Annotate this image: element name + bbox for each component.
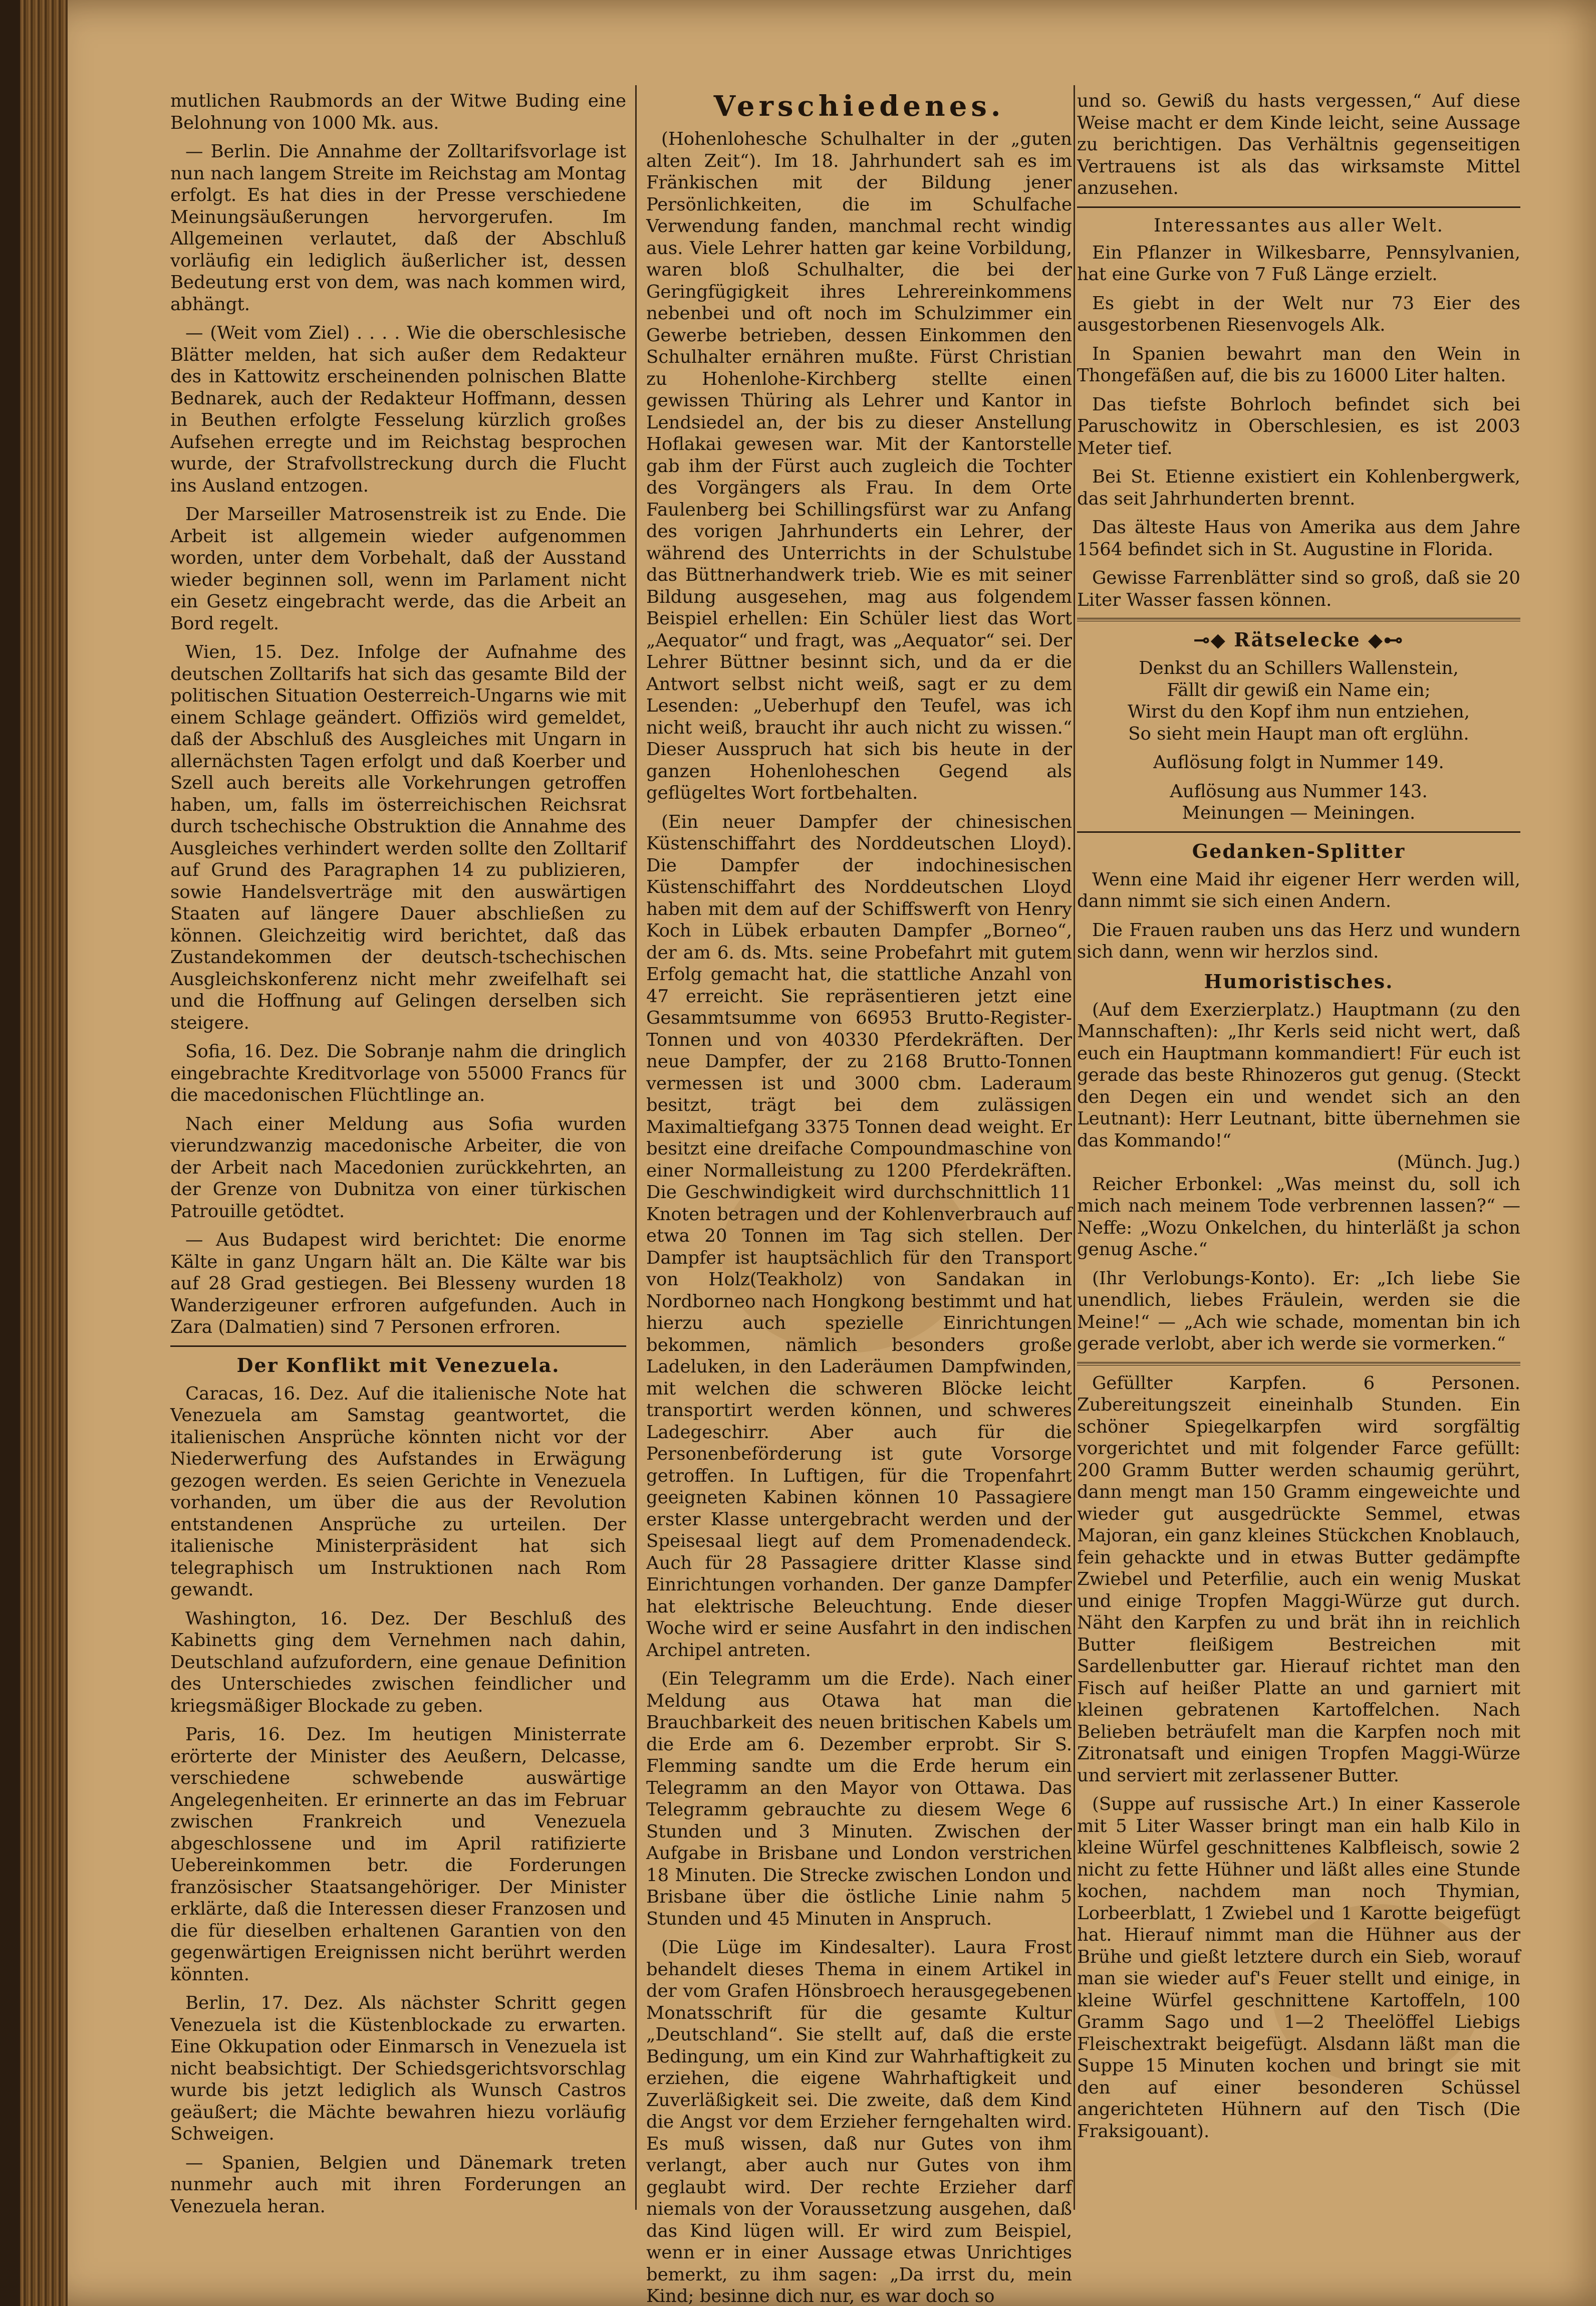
- aphorism: Wenn eine Maid ihr eigener Herr werden will, dann nimmt sie sich einen Andern.: [1077, 869, 1520, 911]
- column-rule: [1074, 85, 1075, 2210]
- article-paragraph: Paris, 16. Dez. Im heutigen Ministerrate erörterte der Minister des Aeußern, Delcasse, verschiedene schwebende auswärtige Angelegenheiten. Er erinnerte an das im Februar zwischen Frankreich und Venezuela abgeschlossene und im April ratifizierte Uebereinkommen betr. die Forderungen französischer Staatsangehöriger. Der Minister erklärte, daß die Interessen dieser Franzosen und die für dieselben erhaltenen Garantien von den gegenwärtigen Ereignissen nicht berührt werden könnten.: [170, 1724, 626, 1985]
- article-paragraph: — Aus Budapest wird berichtet: Die enorme Kälte in ganz Ungarn hält an. Die Kälte war bis auf 28 Grad gestiegen. Bei Blesseny wurden 18 Wanderzigeuner erfroren aufgefunden. Auch in Zara (Dalmatien) sind 7 Personen erfroren.: [170, 1230, 626, 1337]
- article-paragraph: (Hohenlohesche Schulhalter in der „guten alten Zeit“). Im 18. Jahrhundert sah es im Fränkischen mit der Bildung jener Persönlichkeiten, die im Schulfache Verwendung fanden, manchmal recht windig aus. Viele Lehrer hatten gar keine Vorbildung, waren bloß Schulhalter, die bei der Geringfügigkeit ihres Lehrereinkommens nebenbei und oft noch im Schulzimmer ein Gewerbe betrieben, dessen Einkommen den Schulhalter ernähren mußte. Fürst Christian zu Hohenlohe-Kirchberg stellte einen gewissen Thüring als Lehrer und Kantor in Lendsiedel an, der bis zu dieser Anstellung Hoflakai gewesen war. Mit der Kantorstelle gab ihm der Fürst auch zugleich die Tochter des Vorgängers als Frau. In dem Orte Faulenberg bei Schillingsfürst war zu Anfang des vorigen Jahrhunderts ein Lehrer, der während des Unterrichts in der Schulstube das Büttnerhandwerk trieb. Wie es mit seiner Bildung ausgesehen, mag aus folgendem Beispiel erhellen: Ein Schüler liest das Wort „Aequator“ und fragt, was „Aequator“ sei. Der Lehrer Büttner besinnt sich, und da er die Antwort selbst nicht weiß, sagt er zu dem Lesenden: „Ueberhupf den Teufel, was ich nicht weiß, braucht ihr auch nicht zu wissen.“ Dieser Ausspruch hat sich bis heute in der ganzen Hohenloheschen Gegend als geflügeltes Wort fortbehalten.: [646, 129, 1072, 803]
- fact-item: Das älteste Haus von Amerika aus dem Jahre 1564 befindet sich in St. Augustine in Florida.: [1077, 517, 1520, 560]
- article-paragraph: (Ein neuer Dampfer der chinesischen Küstenschiffahrt des Norddeutschen Lloyd). Die Dampfer der indochinesischen Küstenschiffahrt des Norddeutschen Lloyd haben mit dem auf der Schiffswerft von Henry Koch in Lübek erbauten Dampfer „Borneo“, der am 6. ds. Mts. seine Probefahrt mit gutem Erfolg gemacht hat, die stattliche Anzahl von 47 erreicht. Sie repräsentieren jetzt eine Gesammtsumme von 66953 Brutto-Register-Tonnen und von 40330 Pferdekräften. Der neue Dampfer, der zu 2168 Brutto-Tonnen vermessen ist und 3000 cbm. Laderaum besitzt, trägt bei dem zulässigen Maximaltiefgang 3375 Tonnen dead weight. Er besitzt eine dreifache Compoundmaschine von einer Normalleistung zu 1200 Pferdekräften. Die Geschwindigkeit wird durchschnittlich 11 Knoten betragen und der Kohlenverbrauch auf etwa 20 Tonnen im Tag sich stellen. Der Dampfer ist hauptsächlich für den Transport von Holz(Teakholz) von Sandakan in Nordborneo nach Hongkong bestimmt und hat hierzu auch spezielle Einrichtungen bekommen, nämlich besonders große Ladeluken, in den Laderäumen Dampfwinden, mit welchen die schweren Blöcke leicht transportirt werden können, und schweres Ladegeschirr. Aber auch für die Personenbeförderung ist gute Vorsorge getroffen. In Luftigen, für die Tropenfahrt geeigneten Kabinen können 10 Passagiere erster Klasse untergebracht werden und der Speisesaal liegt auf dem Promenadendeck. Auch für 28 Passagiere dritter Klasse sind Einrichtungen vorhanden. Der ganze Dampfer hat elektrische Beleuchtung. Ende dieser Woche wird er seine Ausfahrt in den indischen Archipel antreten.: [646, 811, 1072, 1661]
- riddle-note: Auflösung folgt in Nummer 149.: [1153, 752, 1444, 773]
- recipe: Gefüllter Karpfen. 6 Personen. Zubereitungszeit eineinhalb Stunden. Ein schöner Spiegelkarpfen wird sorgfältig vorgerichtet und mit folgender Farce gefüllt: 200 Gramm Butter werden schaumig gerührt, dann mengt man 150 Gramm eingeweichte und wieder gut ausgedrückte Semmel, etwas Majoran, ein ganz kleines Stückchen Knoblauch, fein gehackte und in etwas Butter gedämpfte Zwiebel und Peterfilie, auch ein wenig Muskat und einige Tropfen Maggi-Würze gut durch. Näht den Karpfen zu und brät ihn in reichlich Butter fleißigem Bestreichen mit Sardellenbutter gar. Hierauf richtet man den Fisch auf heißer Platte an und garniert mit kleinen gebratenen Kartoffelchen. Nach Belieben beträufelt man die Karpfen noch mit Zitronatsaft und einigen Tropfen Maggi-Würze und serviert mit zerlassener Butter.: [1077, 1372, 1520, 1786]
- fact-item: Das tiefste Bohrloch befindet sich bei Paruschowitz in Oberschlesien, es ist 2003 Meter tief.: [1077, 394, 1520, 458]
- section-heading-humoristisches: Humoristisches.: [1204, 970, 1394, 993]
- fact-item: In Spanien bewahrt man den Wein in Thongefäßen auf, die bis zu 16000 Liter halten.: [1077, 343, 1520, 386]
- poem-line: Wirst du den Kopf ihm nun entziehen,: [1127, 702, 1470, 722]
- book-binding-edge: [20, 0, 68, 2306]
- article-paragraph: Caracas, 16. Dez. Auf die italienische Note hat Venezuela am Samstag geantwortet, die italienischen Ansprüche könnten nicht vor der Niederwerfung des Aufstandes in Erwägung gezogen werden. Es seien Gerichte in Venezuela vorhanden, um über die aus der Revolution entstandenen Ansprüche zu urteilen. Der italienische Ministerpräsident hat sich telegraphisch um Instruktionen nach Rom gewandt.: [170, 1383, 626, 1600]
- poem-line: Denkst du an Schillers Wallenstein,: [1139, 658, 1459, 678]
- section-heading-interessantes: Interessantes aus aller Welt.: [1154, 215, 1444, 236]
- article-paragraph: mutlichen Raubmords an der Witwe Buding eine Belohnung von 1000 Mk. aus.: [170, 91, 626, 133]
- article-paragraph: und so. Gewiß du hasts vergessen,“ Auf diese Weise macht er dem Kinde leicht, seine Aussage zu berichtigen. Das Verhältnis gegenseitigen Vertrauens ist als das wirksamste Mittel anzusehen.: [1077, 91, 1520, 198]
- article-paragraph: (Die Lüge im Kindesalter). Laura Frost behandelt dieses Thema in einem Artikel in der vom Grafen Hönsbroech herausgegebenen Monatsschrift für die gesamte Kultur „Deutschland“. Sie stellt auf, daß die erste Bedingung, um ein Kind zur Wahrhaftigkeit zu erziehen, die eigene Wahrhaftigkeit und Zuverläßigkeit sei. Die zweite, daß dem Kind die Angst vor dem Erzieher ferngehalten wird. Es muß wissen, daß nur Gutes von ihm verlangt, aber auch nur Gutes von ihm geglaubt wird. Der rechte Erzieher darf niemals von der Voraussetzung ausgehen, daß das Kind lügen will. Er wird zum Beispiel, wenn er in einer Aussage etwas Unrichtiges bemerkt, zu ihm sagen: „Da irrst du, mein Kind; besinne dich nur, es war doch so: [646, 1937, 1072, 2306]
- section-divider: [1077, 206, 1520, 208]
- riddle-poem: [1077, 657, 1520, 745]
- column-right: [1077, 90, 1520, 2149]
- article-paragraph: Nach einer Meldung aus Sofia wurden vierundzwanzig macedonische Arbeiter, die von der Arbeit nach Macedonien zurückkehrten, an der Grenze von Dubnitza von einer türkischen Patrouille getödtet.: [170, 1113, 626, 1222]
- column-middle: [646, 90, 1072, 2306]
- joke: (Ihr Verlobungs-Konto). Er: „Ich liebe Sie unendlich, liebes Fräulein, werden sie die Meine!“ — „Ach wie schade, momentan bin ich gerade verlobt, aber ich werde sie vormerken.“: [1077, 1268, 1520, 1354]
- article-paragraph: (Ein Telegramm um die Erde). Nach einer Meldung aus Otawa hat man die Brauchbarkeit des neuen britischen Kabels um die Erde am 6. Dezember erprobt. Sir S. Flemming sandte um die Erde herum ein Telegramm an den Mayor von Ottawa. Das Telegramm gebrauchte zu diesem Wege 6 Stunden und 3 Minuten. Zwischen der Aufgabe in Brisbane und London verstrichen 18 Minuten. Die Strecke zwischen London und Brisbane über die östliche Linie nahm 5 Stunden und 45 Minuten in Anspruch.: [646, 1669, 1072, 1929]
- aphorism: Die Frauen rauben uns das Herz und wundern sich dann, wenn wir herzlos sind.: [1077, 919, 1520, 962]
- article-paragraph: Washington, 16. Dez. Der Beschluß des Kabinetts ging dem Vernehmen nach dahin, Deutschland aufzufordern, eine genaue Definition des Unterschiedes zwischen feindlicher und kriegsmäßiger Blockade zu geben.: [170, 1608, 626, 1716]
- column-rule: [635, 85, 637, 2210]
- fact-item: Es giebt in der Welt nur 73 Eier des ausgestorbenen Riesenvogels Alk.: [1077, 293, 1520, 335]
- section-heading-gedanken: Gedanken-Splitter: [1192, 839, 1406, 862]
- column-left: [170, 90, 626, 2224]
- section-heading-raetselecke: [1077, 628, 1520, 651]
- article-paragraph: — Berlin. Die Annahme der Zolltarifsvorlage ist nun nach langem Streite im Reichstag am Montag erfolgt. Es hat dies in der Presse verschiedene Meinungsäußerungen hervorgerufen. Im Allgemeinen verlautet, daß der Abschluß vorläufig ein lediglich äußerlicher ist, dessen Bedeutung erst von dem, was nach kommen wird, abhängt.: [170, 141, 626, 315]
- ornament-icon: ⊸◆: [1193, 628, 1234, 651]
- solution-text: Meinungen — Meiningen.: [1182, 803, 1416, 823]
- article-paragraph: Wien, 15. Dez. Infolge der Aufnahme des deutschen Zolltarifs hat sich das gesamte Bild der politischen Situation Oesterreich-Ungarns wie mit einem Schlage geändert. Offiziös wird gemeldet, daß der Abschluß des Ausgleiches mit Ungarn in allernächsten Tagen erfolgt und daß Koerber und Szell auch bereits alle Vorkehrungen getroffen haben, um, falls im österreichischen Reichsrat durch tschechische Obstruktion die Annahme des Ausgleiches verhindert werden sollte den Zolltarif auf Grund des Paragraphen 14 zu publizieren, sowie Handelsverträge mit den auswärtigen Staaten auf längere Dauer abschließen zu können. Gleichzeitig wird berichtet, daß das Zustandekommen der deutsch-tschechischen Ausgleichskonferenz nicht mehr zweifelhaft sei und die Hoffnung auf Gelingen derselben sich steigere.: [170, 642, 626, 1033]
- joke: (Auf dem Exerzierplatz.) Hauptmann (zu den Mannschaften): „Ihr Kerls seid nicht wert, daß euch ein Hauptmann kommandiert! Für euch ist gerade das beste Rhinozeros gut genug. (Steckt den Degen ein und wendet sich an den Leutnant): Herr Leutnant, bitte übernehmen sie das Kommando!“: [1077, 999, 1520, 1151]
- newspaper-page: [20, 0, 1596, 2306]
- article-paragraph: — (Weit vom Ziel) . . . . Wie die oberschlesische Blätter melden, hat sich außer dem Redakteur des in Kattowitz erscheinenden polnischen Blatte Bednarek, auch der Redakteur Hoffmann, dessen in Beuthen erfolgte Fesselung kürzlich großes Aufsehen erregte und im Reichstag besprochen wurde, der Strafvollstreckung durch die Flucht ins Ausland entzogen.: [170, 323, 626, 496]
- joke: Reicher Erbonkel: „Was meinst du, soll ich mich nach meinem Tode verbrennen lassen?“ — Neffe: „Wozu Onkelchen, du hinterläßt ja schon genug Asche.“: [1077, 1174, 1520, 1260]
- section-divider: [170, 1345, 626, 1347]
- raetselecke-title: Rätselecke: [1234, 628, 1361, 651]
- solution-label: Auflösung aus Nummer 143.: [1170, 781, 1428, 802]
- section-divider: [1077, 1362, 1520, 1365]
- article-paragraph: Berlin, 17. Dez. Als nächster Schritt gegen Venezuela ist die Küstenblockade zu erwarten. Eine Okkupation oder Einmarsch in Venezuela ist nicht beabsichtigt. Der Schiedsgerichtsvorschlag wurde bis jetzt lediglich als Wunsch Castros geäußert; die Mächte bewahren hiezu vorläufig Schweigen.: [170, 1993, 626, 2144]
- article-paragraph: — Spanien, Belgien und Dänemark treten nunmehr auch mit ihren Forderungen an Venezuela heran.: [170, 2152, 626, 2217]
- recipe: (Suppe auf russische Art.) In einer Kasserole mit 5 Liter Wasser bringt man ein halb Kilo in kleine Würfel geschnittenes Kalbfleisch, sowie 2 nicht zu fette Hühner und läßt alles eine Stunde kochen, nachdem man noch Thymian, Lorbeerblatt, 1 Zwiebel und 1 Karotte beigefügt hat. Hierauf nimmt man die Hühner aus der Brühe und gießt letztere durch ein Sieb, worauf man sie wieder auf's Feuer stellt und einige, in kleine Würfel geschnittene Kartoffeln, 100 Gramm Sago und 1—2 Theelöffel Liebigs Fleischextrakt beigefügt. Alsdann läßt man die Suppe 15 Minuten kochen und bringt sie mit den auf einer besonderen Schüssel angerichteten Hühnern auf den Tisch (Die Fraksigouant).: [1077, 1794, 1520, 2142]
- article-paragraph: Der Marseiller Matrosenstreik ist zu Ende. Die Arbeit ist allgemein wieder aufgenommen worden, unter dem Vorbehalt, daß der Ausstand wieder beginnen soll, wenn im Parlament nicht ein Gesetz eingebracht werde, das die Arbeit an Bord regelt.: [170, 504, 626, 634]
- article-paragraph: Sofia, 16. Dez. Die Sobranje nahm die dringlich eingebrachte Kreditvorlage von 55000 Francs für die macedonischen Flüchtlinge an.: [170, 1041, 626, 1105]
- joke-source: (Münch. Jug.): [1397, 1152, 1520, 1173]
- ornament-icon: ◆⊷: [1360, 628, 1404, 651]
- poem-line: So sieht mein Haupt man oft erglühn.: [1128, 723, 1469, 744]
- poem-line: Fällt dir gewiß ein Name ein;: [1167, 679, 1431, 701]
- section-heading-verschiedenes: Verschiedenes.: [713, 90, 1005, 123]
- fact-item: Ein Pflanzer in Wilkesbarre, Pennsylvanien, hat eine Gurke von 7 Fuß Länge erzielt.: [1077, 242, 1520, 285]
- section-heading-venezuela: Der Konflikt mit Venezuela.: [236, 1353, 560, 1376]
- section-divider: [1077, 618, 1520, 621]
- fact-item: Gewisse Farrenblätter sind so groß, daß sie 20 Liter Wasser fassen können.: [1077, 568, 1520, 610]
- fact-item: Bei St. Etienne existiert ein Kohlenbergwerk, das seit Jahrhunderten brennt.: [1077, 467, 1520, 509]
- section-divider: [1077, 831, 1520, 833]
